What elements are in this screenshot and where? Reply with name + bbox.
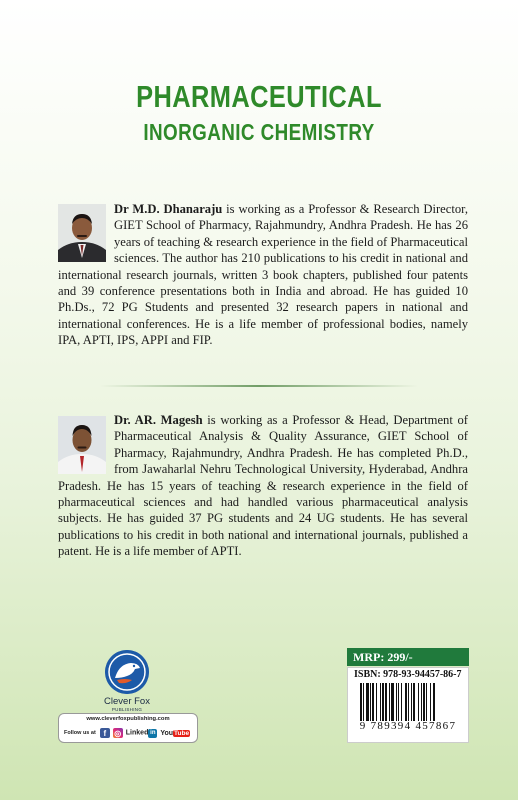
barcode-digits: 9 789394 457867 [359,720,457,732]
author-bio-2 [58,412,468,560]
publisher-name: Clever Fox [104,696,150,707]
book-title-line1: PHARMACEUTICAL [136,79,382,114]
isbn-label: ISBN: 978-93-94457-86-7 [354,669,462,680]
social-row [64,727,190,739]
author-photo-1 [58,204,106,262]
mrp-price: MRP: 299/- [347,648,469,666]
follow-label: Follow us at [64,730,96,736]
book-title-line2: INORGANIC CHEMISTRY [143,119,375,145]
book-title [0,80,518,146]
instagram-icon[interactable]: ◎ [114,728,122,738]
author-name-1: Dr M.D. Dhanaraju [114,202,223,216]
facebook-icon[interactable]: f [100,728,110,738]
author-bio-text-2: is working as a Professor & Head, Department of Pharmaceutical Analysis & Quality Assurance, GIET School of Pharmacy, Rajahmundry, Andhra Pradesh. He has completed Ph.D., from Jawaharlal Nehru Technological University, Hyderabad, Andhra Pradesh. He has 15 years of teaching & research experience in the field of pharmaceutical sciences and had handled various pharmaceutical analysis subjects. He has guided 37 PG students and 24 UG students. He has several publications to his credit in both national and international journals, published a patent. He is a life member of APTI. [58,413,468,559]
author-bio-text-1: is working as a Professor & Research Director, GIET School of Pharmacy, Rajahmundry, Andhra Pradesh. He has 26 years of teaching & research experience in the field of Pharmaceutical sciences. The author has 210 publications to his credit in national and international research journals, written 3 book chapters, published four patents and 39 conference presentations both in India and abroad. He has guided 10 Ph.Ds., 72 PG Students and presented 32 research papers in national and international conferences. He is a life member of professional bodies, namely IPA, APTI, IPS, APPI and FIP. [58,202,468,348]
author-bio-1 [58,201,468,349]
barcode-box [347,667,469,743]
section-divider [100,385,418,387]
social-links-box [58,713,198,743]
author-photo-2 [58,416,106,474]
youtube-icon[interactable]: YouTube [160,729,190,737]
publisher-sub: PUBLISHING [111,707,143,712]
linkedin-icon[interactable]: Linked in [125,729,156,736]
fox-logo-icon [105,650,149,694]
author-name-2: Dr. AR. Magesh [114,413,203,427]
publisher-website[interactable]: www.cleverfoxpublishing.com [86,716,170,722]
publisher-logo [96,650,158,712]
